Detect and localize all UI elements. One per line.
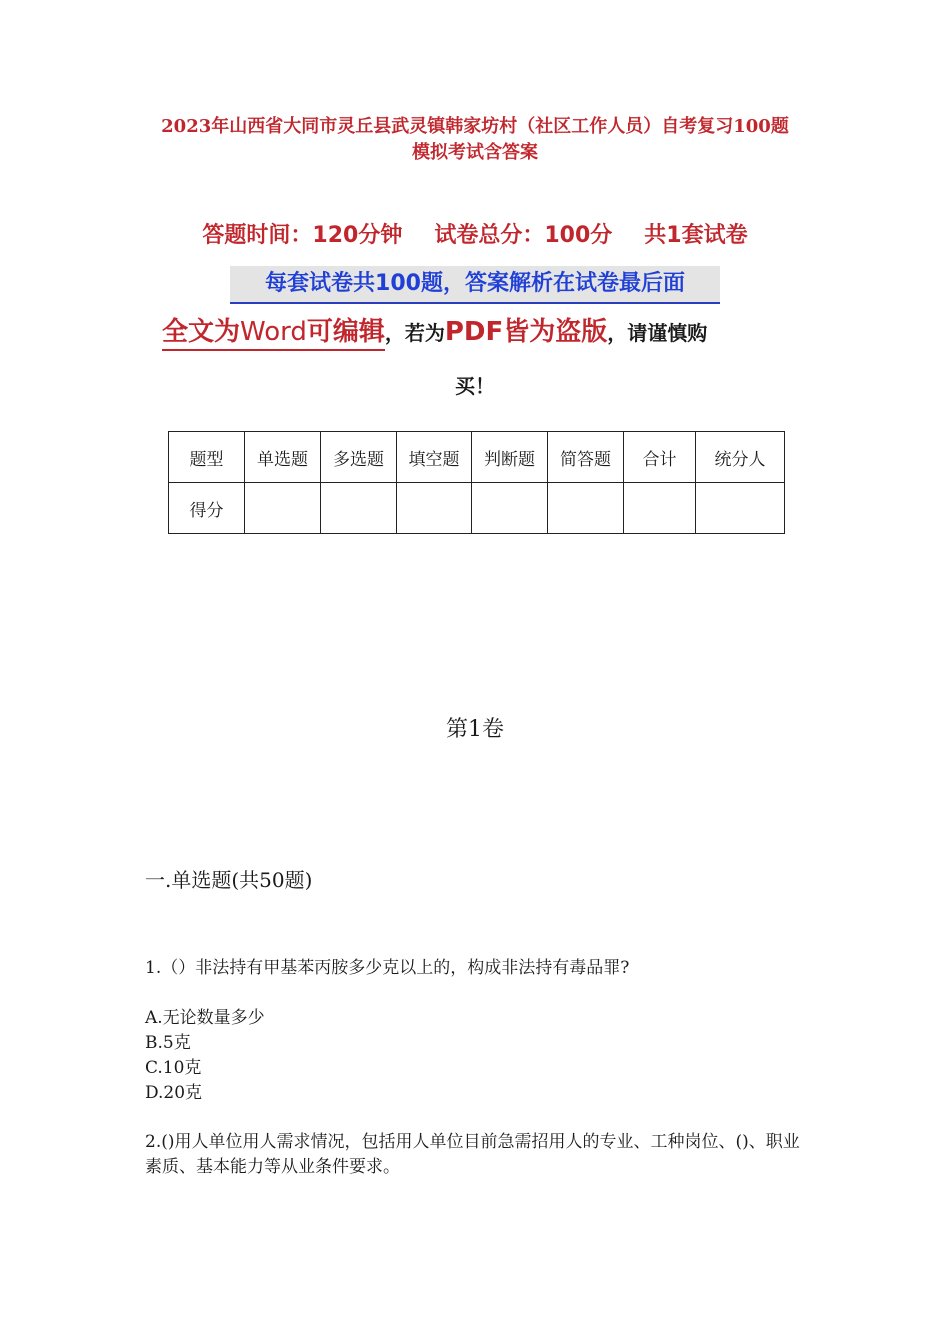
header-cell-single: 单选题	[245, 432, 321, 483]
exam-time: 答题时间：120分钟	[202, 223, 403, 248]
header-cell-type: 题型	[169, 432, 245, 483]
option-a: A.无论数量多少	[145, 1008, 265, 1028]
title-line-1: 2023年山西省大同市灵丘县武灵镇韩家坊村（社区工作人员）自考复习100题	[161, 116, 789, 137]
title-line-2: 模拟考试含答案	[412, 142, 538, 163]
header-cell-short: 简答题	[548, 432, 624, 483]
editable-notice-part-1: 全文为	[162, 317, 241, 347]
score-cell	[245, 483, 321, 534]
header-cell-fill: 填空题	[397, 432, 472, 483]
option-b: B.5克	[145, 1033, 191, 1053]
exam-total-score: 试卷总分：100分	[434, 223, 613, 248]
score-table	[168, 431, 785, 534]
editable-notice-word: Word	[240, 317, 307, 347]
piracy-notice: PDF皆为盗版	[444, 317, 608, 347]
volume-heading: 第1卷	[446, 717, 504, 742]
exam-sets: 共1套试卷	[644, 223, 748, 248]
question-1: 1.（）非法持有甲基苯丙胺多少克以上的，构成非法持有毒品罪?	[145, 958, 630, 978]
option-d: D.20克	[145, 1083, 203, 1103]
score-table-header-row	[169, 432, 785, 483]
header-cell-grader: 统分人	[696, 432, 785, 483]
score-cell	[696, 483, 785, 534]
header-cell-multi: 多选题	[321, 432, 397, 483]
piracy-notice-suffix: ，请谨慎购	[607, 321, 708, 345]
exam-info-line	[0, 218, 950, 249]
score-cell	[548, 483, 624, 534]
option-c: C.10克	[145, 1058, 202, 1078]
edit-warning-line	[162, 312, 802, 355]
score-cell	[321, 483, 397, 534]
score-cell	[624, 483, 696, 534]
question-2: 2.()用人单位用人需求情况，包括用人单位目前急需招用人的专业、工种岗位、()、职业素质、基本能力等从业条件要求。	[145, 1132, 800, 1177]
question-1-options	[145, 1006, 265, 1106]
score-cell	[472, 483, 548, 534]
piracy-notice-end: 买！	[455, 374, 495, 398]
score-row-label: 得分	[169, 483, 245, 534]
answer-note-banner: 每套试卷共100题，答案解析在试卷最后面	[230, 266, 720, 304]
header-cell-judge: 判断题	[472, 432, 548, 483]
editable-notice-part-3: 可编辑	[306, 317, 385, 347]
score-table-score-row	[169, 483, 785, 534]
header-cell-total: 合计	[624, 432, 696, 483]
document-title	[120, 114, 830, 166]
section-heading: 一.单选题(共50题)	[145, 868, 313, 892]
editable-notice	[162, 317, 385, 351]
piracy-notice-prefix: ，若为	[384, 321, 445, 345]
score-cell	[397, 483, 472, 534]
